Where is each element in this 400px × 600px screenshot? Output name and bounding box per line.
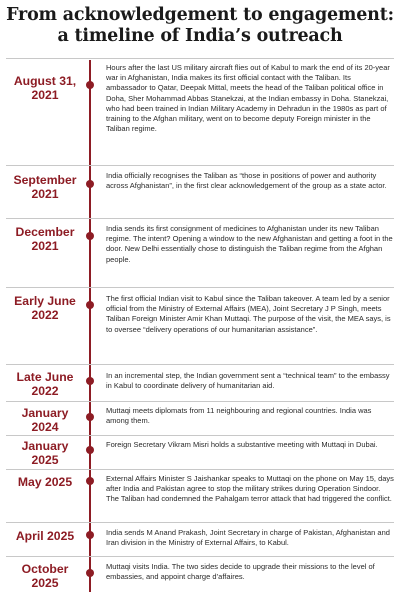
timeline-dot [86,446,94,454]
event-date-line-2: 2024 [31,420,59,434]
event-date-line-2: 2025 [31,576,59,590]
divider [6,165,394,166]
timeline-dot [86,81,94,89]
timeline-dot [86,569,94,577]
event-date-line-2: 2021 [31,239,59,253]
event-date-line-1: Late June [16,370,74,384]
divider [6,287,394,288]
event-description: Hours after the last US military aircraft flies out of Kabul to mark the end of its 20-year war in Afghanistan, India makes its first official contact with the Taliban. Its ambassador to Qatar, Deepak Mittal, meets the head of the Taliban political office in Doha, Sher Mohammad Abbas Stanekzai, at the Indian embassy in Doha. Stanekzai, who had been trained in Indian Military Academy in Dehradun in the 1980s as part of training to the Afghan military, went on to become deputy Foreign minister in the Taliban regime. [106,63,390,134]
event-date [8,406,82,434]
event-description: Muttaqi meets diplomats from 11 neighbouring and regional countries. India was among them. [106,406,372,426]
event-date [8,294,82,322]
event-date-line-1: January [21,439,69,453]
event-description: In an incremental step, the Indian government sent a “technical team” to the embassy in Kabul to coordinate delivery of humanitarian aid. [106,371,390,391]
timeline-dot [86,413,94,421]
divider [6,435,394,436]
event-date-line-1: May 2025 [17,475,73,489]
divider [6,522,394,523]
title-line-2: a timeline of India’s outreach [57,26,343,46]
event-date [8,370,82,398]
timeline-line [89,60,91,592]
event-date-line-1: August 31, [13,74,77,88]
event-date-line-1: October [21,562,69,576]
event-date [8,225,82,253]
event-description: Foreign Secretary Vikram Misri holds a substantive meeting with Muttaqi in Dubai. [106,440,378,449]
event-date [8,74,82,102]
event-date-line-2: 2025 [31,453,59,467]
divider [6,469,394,470]
event-date [8,439,82,467]
event-date-line-2: 2022 [31,308,59,322]
divider [6,556,394,557]
timeline-dot [86,531,94,539]
title-line-1: From acknowledgement to engagement: [6,5,394,25]
timeline-dot [86,377,94,385]
event-date [8,475,82,489]
event-date-line-1: December [15,225,75,239]
timeline-dot [86,301,94,309]
event-description: India officially recognises the Taliban as “those in positions of power and authority across Afghanistan”, in the first clear acknowledgement of the group as a state actor. [106,171,387,191]
page-title [0,5,400,47]
divider [6,58,394,59]
event-date-line-1: April 2025 [15,529,75,543]
event-description: India sends its first consignment of medicines to Afghanistan under its new Taliban regime. The intent? Opening a window to the new Afghanistan and getting a foot in the door. New Delhi essentially chose to distinguish the Taliban regime from the Afghan people. [106,224,393,264]
event-date [8,173,82,201]
event-date-line-2: 2021 [31,88,59,102]
event-date-line-1: Early June [14,294,76,308]
event-description: India sends M Anand Prakash, Joint Secretary in charge of Pakistan, Afghanistan and Iran division in the Ministry of External Affairs, to Kabul. [106,528,390,548]
event-date [8,529,82,543]
timeline-dot [86,477,94,485]
divider [6,401,394,402]
event-date-line-2: 2022 [31,384,59,398]
divider [6,218,394,219]
event-date [8,562,82,590]
event-date-line-2: 2021 [31,187,59,201]
event-description: External Affairs Minister S Jaishankar speaks to Muttaqi on the phone on May 15, days after India and Pakistan agree to stop the military strikes during Operation Sindoor. The Taliban had condemned the Pahalgam terror attack that had triggered the conflict. [106,474,394,504]
divider [6,364,394,365]
timeline-dot [86,232,94,240]
event-description: Muttaqi visits India. The two sides decide to upgrade their missions to the level of embassies, and appoint charge d’affaires. [106,562,375,582]
timeline-dot [86,180,94,188]
event-date-line-1: January [21,406,69,420]
event-description: The first official Indian visit to Kabul since the Taliban takeover. A team led by a senior official from the Ministry of External Affairs (MEA), Joint Secretary J P Singh, meets Taliban Foreign Minister Amir Khan Muttaqi. The purpose of the visit, the MEA says, is to oversee “delivery operations of our humanitarian assistance”. [106,294,391,334]
event-date-line-1: September [13,173,77,187]
